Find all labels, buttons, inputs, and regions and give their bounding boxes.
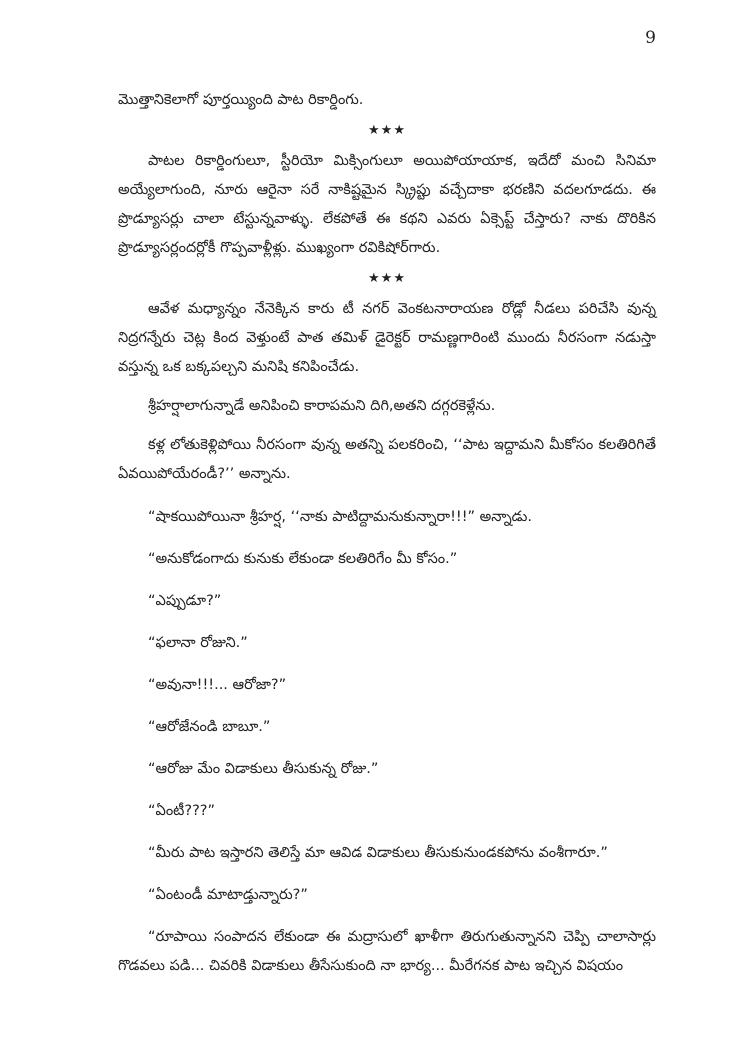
dialog-line: “అనుకోడంగాదు కునుకు లేకుండా కలతిరిగేం మీ కోసం.” (148, 551, 458, 567)
dialog-line: “అవునా!!!... ఆరోజా?” (148, 677, 287, 693)
section-separator: ★★★ (368, 123, 406, 138)
dialog-line: “ఆరోజేనండి బాబూ.” (148, 719, 271, 735)
paragraph: “రూపాయి సంపాదన లేకుండా ఈ మద్రాసులో ఖాళీగా తిరుగుతున్నానని చెప్పి చాలాసార్లు గొడవలు పడి... చివరికి విడాకులు తీసేసుకుంది నా భార్య... మీరేగనక పాట ఇచ్చిన విషయం (118, 929, 656, 974)
page-number: 9 (645, 28, 656, 48)
paragraph: పాటల రికార్డింగులూ, స్టీరియో మిక్సింగులూ అయిపోయాయాక, ఇదేదో మంచి సినిమా అయ్యేలాగుంది, నూరు ఆరైనా సరే నాకిష్టమైన స్క్రిప్టు వచ్చేదాకా భరణిని వదలగూడదు. ఈ ప్రొడ్యూసర్లు చాలా టేస్టున్నవాళ్ళు. లేకపోతే ఈ కథని ఎవరు ఏక్సెప్ట్ చేస్తారు? నాకు దొరికిన ప్రొడ్యూసర్లందర్లోకీ గొప్పవాళ్లీళ్లు. ముఖ్యంగా రవికిషోర్‌గారు. (118, 153, 656, 256)
page-content (118, 86, 656, 981)
paragraph: కళ్ల లోతుకెళ్లిపోయి నీరసంగా వున్న అతన్ని పలకరించి, ‘‘పాట ఇద్దామని మీకోసం కలతిరిగితే ఏవయిపోయేరండీ?’’ అన్నాను. (118, 437, 656, 482)
dialog-line: “ఎప్పుడూ?” (148, 593, 222, 609)
dialog-line: “ఫలానా రోజుని.” (148, 635, 248, 651)
paragraph: మొత్తానికెలాగో పూర్తయ్యింది పాట రికార్డింగు. (118, 92, 364, 108)
dialog-line: “ఏంటీ???” (148, 803, 215, 819)
dialog-line: “ఆరోజు మేం విడాకులు తీసుకున్న రోజు.” (148, 761, 379, 777)
paragraph: ఆవేళ మధ్యాన్నం నేనెక్కిన కారు టీ నగర్ వెంకటనారాయణ రోడ్లో నీడలు పరిచేసి వున్న నిద్రగన్నేరు చెట్ల కింద వెళ్తుంటే పాత తమిళ్ డైరెక్టర్ రామణ్ణగారింటి ముందు నీరసంగా నడుస్తా వస్తున్న ఒక బక్కపల్చని మనిషి కనిపించేడు. (118, 301, 656, 375)
paragraph: శ్రీహర్షాలాగున్నాడే అనిపించి కారాపమని దిగి,అతని దగ్గరకెళ్లేను. (148, 398, 496, 414)
dialog-line: “షాకయిపోయినా శ్రీహర్ష, ‘‘నాకు పాటిద్దామనుకున్నారా!!!” అన్నాడు. (148, 509, 532, 525)
section-separator: ★★★ (368, 271, 406, 286)
dialog-line: “మీరు పాట ఇస్తారని తెలిస్తే మా ఆవిడ విడాకులు తీసుకునుండకపోను వంశీగారూ.” (148, 845, 608, 861)
dialog-line: “ఏంటండీ మాటాడ్తున్నారు?” (148, 887, 308, 903)
